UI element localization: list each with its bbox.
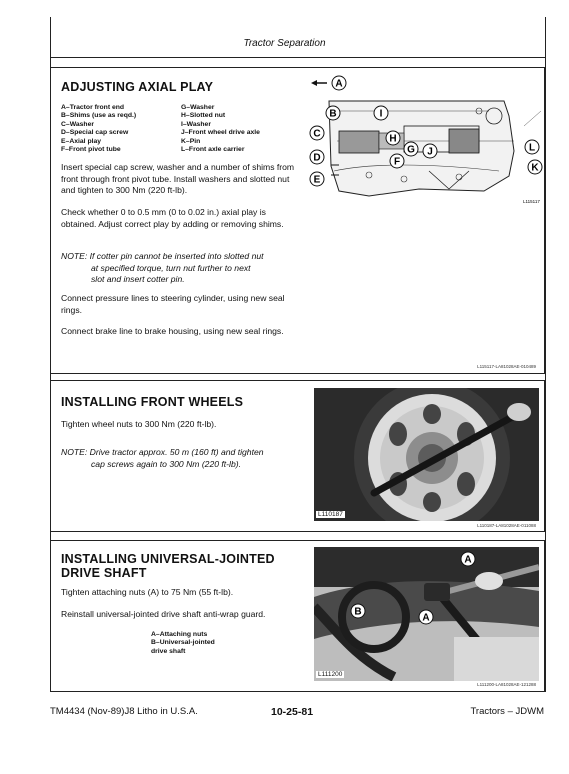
callout-label: B bbox=[329, 108, 337, 120]
section-title: INSTALLING FRONT WHEELS bbox=[61, 395, 244, 409]
legend-item: K–Pin bbox=[181, 137, 201, 145]
note-line: slot and insert cotter pin. bbox=[91, 274, 185, 285]
figure-reference: L115117-LA81028AE-010489 bbox=[477, 364, 536, 369]
header-rule bbox=[50, 57, 545, 58]
callout-label: B bbox=[354, 606, 362, 618]
title-line: DRIVE SHAFT bbox=[61, 566, 147, 580]
section-title bbox=[61, 552, 275, 580]
paragraph: Reinstall universal-jointed drive shaft anti-wrap guard. bbox=[61, 609, 266, 619]
axial-play-diagram bbox=[309, 71, 545, 211]
title-line: INSTALLING UNIVERSAL-JOINTED bbox=[61, 552, 275, 566]
section-installing-front-wheels bbox=[50, 380, 545, 532]
callout-label: C bbox=[313, 128, 321, 140]
callout-label: L bbox=[528, 142, 536, 154]
callout-label: I bbox=[379, 108, 383, 120]
legend-item: B–Shims (use as reqd.) bbox=[61, 112, 137, 120]
paragraph: Connect pressure lines to steering cylinder, using new seal rings. bbox=[61, 293, 285, 315]
callout-label: D bbox=[313, 152, 321, 164]
paragraph: Connect brake line to brake housing, using new seal rings. bbox=[61, 326, 284, 336]
legend-item: G–Washer bbox=[181, 104, 215, 111]
footer-left: TM4434 (Nov-89)J8 Litho in U.S.A. bbox=[50, 706, 198, 717]
note-line: at specified torque, turn nut further to next bbox=[91, 262, 251, 273]
arrow-left-icon bbox=[311, 80, 327, 86]
callout-label: H bbox=[389, 133, 397, 145]
callout-label: A bbox=[335, 78, 343, 90]
callout-label: F bbox=[393, 156, 401, 168]
photo-label: L110187 bbox=[318, 511, 343, 518]
paragraph: Tighten wheel nuts to 300 Nm (220 ft-lb). bbox=[61, 419, 217, 429]
callout-label: J bbox=[427, 146, 433, 158]
note-line: NOTE: Drive tractor approx. 50 m (160 ft) and tighten bbox=[61, 447, 264, 457]
drive-shaft-photo bbox=[314, 547, 539, 681]
note-line: NOTE: If cotter pin cannot be inserted into slotted nut bbox=[61, 251, 264, 261]
legend-item: J–Front wheel drive axle bbox=[181, 129, 260, 137]
paragraph: Check whether 0 to 0.5 mm (0 to 0.02 in.) axial play is obtained. Adjust correct play by adding or removing shims. bbox=[61, 207, 284, 229]
section-title: ADJUSTING AXIAL PLAY bbox=[61, 80, 214, 94]
front-wheel-photo bbox=[314, 388, 539, 521]
legend-item: A–Tractor front end bbox=[61, 104, 125, 111]
photo-label: L111200 bbox=[318, 671, 343, 678]
section-adjusting-axial-play bbox=[50, 67, 545, 374]
footer-right: Tractors – JDWM bbox=[470, 706, 544, 717]
figure-reference: L111200-LA81028AE-121288 bbox=[477, 682, 536, 687]
footer-page-number: 10-25-81 bbox=[271, 706, 314, 718]
legend-item: drive shaft bbox=[151, 647, 186, 655]
page-header-title: Tractor Separation bbox=[243, 38, 326, 49]
callout-label: E bbox=[313, 174, 321, 186]
legend-item: B–Universal-jointed bbox=[151, 639, 215, 647]
legend-right bbox=[181, 104, 301, 154]
legend-item: I–Washer bbox=[181, 120, 211, 128]
note-line: cap screws again to 300 Nm (220 ft-lb). bbox=[91, 458, 241, 469]
figure-reference: L110187-LA81028AE-011088 bbox=[477, 523, 536, 528]
legend-item: F–Front pivot tube bbox=[61, 146, 121, 154]
figure-label: L115117 bbox=[523, 199, 540, 204]
legend-left bbox=[61, 104, 181, 154]
section-installing-drive-shaft bbox=[50, 540, 545, 692]
callout-label: A bbox=[422, 612, 430, 624]
callout-label: A bbox=[464, 554, 472, 566]
legend-item: D–Special cap screw bbox=[61, 129, 129, 137]
legend-item: L–Front axle carrier bbox=[181, 146, 245, 154]
paragraph: Tighten attaching nuts (A) to 75 Nm (55 ft-lb). bbox=[61, 587, 234, 597]
legend-item: H–Slotted nut bbox=[181, 112, 226, 120]
legend-item: A–Attaching nuts bbox=[151, 631, 208, 638]
legend bbox=[151, 631, 271, 656]
paragraph: Insert special cap screw, washer and a number of shims from front through front pivot tube. Install washers and slotted nut and tighten to 300 Nm (220 ft-lb). bbox=[61, 162, 295, 196]
note bbox=[61, 447, 311, 470]
callout-label: K bbox=[531, 162, 539, 174]
legend-item: C–Washer bbox=[61, 120, 94, 128]
callout-label: G bbox=[407, 144, 415, 156]
legend-item: E–Axial play bbox=[61, 137, 102, 145]
note bbox=[61, 251, 311, 286]
